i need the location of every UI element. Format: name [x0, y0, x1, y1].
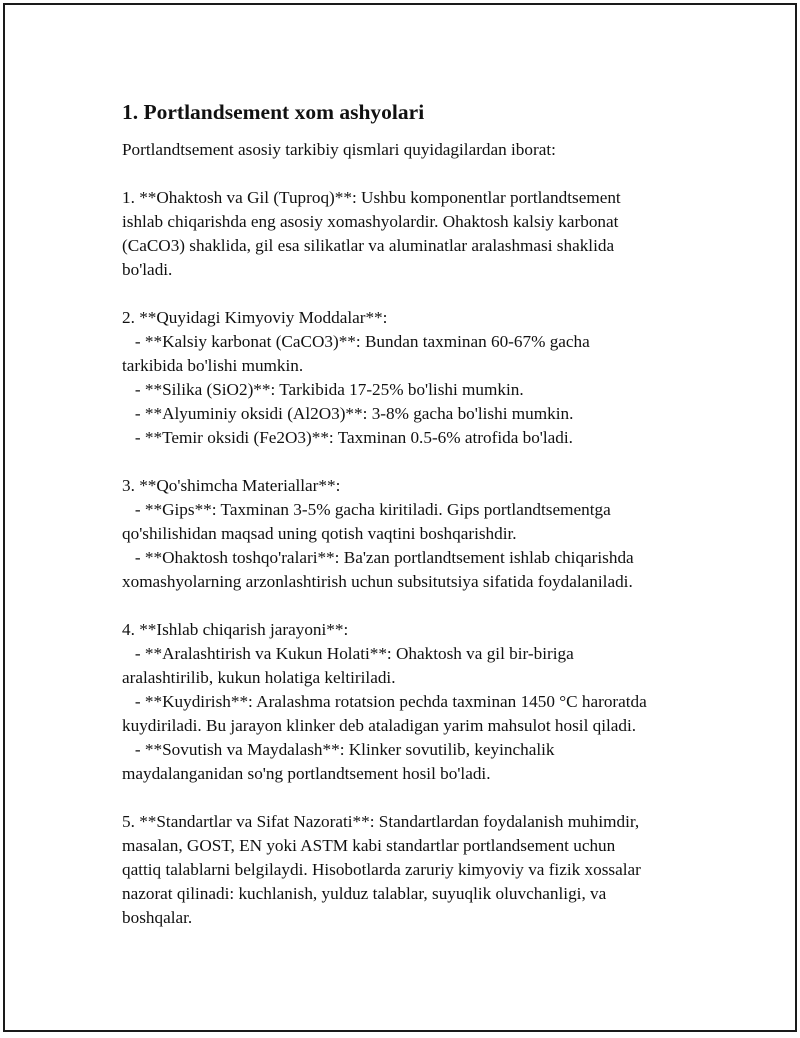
section-line: - **Aralashtirish va Kukun Holati**: Ohaktosh va gil bir-biriga — [122, 644, 574, 663]
section-line: - **Temir oksidi (Fe2O3)**: Taxminan 0.5-6% atrofida bo'ladi. — [122, 428, 573, 447]
section-line: - **Alyuminiy oksidi (Al2O3)**: 3-8% gacha bo'lishi mumkin. — [122, 404, 574, 423]
section-line: kuydiriladi. Bu jarayon klinker deb ataladigan yarim mahsulot hosil qiladi. — [122, 716, 637, 735]
section-line: - **Sovutish va Maydalash**: Klinker sovutilib, keyinchalik — [122, 740, 555, 759]
document-body — [122, 98, 682, 930]
section-line: 2. **Quyidagi Kimyoviy Moddalar**: — [122, 308, 388, 327]
section-4 — [122, 618, 682, 786]
section-spacer — [122, 162, 682, 186]
section-2 — [122, 306, 682, 450]
section-line: qo'shilishidan maqsad uning qotish vaqtini boshqarishdir. — [122, 524, 517, 543]
intro-paragraph: Portlandtsement asosiy tarkibiy qismlari quyidagilardan iborat: — [122, 140, 556, 159]
section-line: - **Silika (SiO2)**: Tarkibida 17-25% bo'lishi mumkin. — [122, 380, 524, 399]
section-line: nazorat qilinadi: kuchlanish, yulduz talablar, suyuqlik oluvchanligi, va — [122, 884, 607, 903]
section-line: boshqalar. — [122, 908, 193, 927]
section-5 — [122, 810, 682, 930]
section-line: masalan, GOST, EN yoki ASTM kabi standartlar portlandsement uchun — [122, 836, 616, 855]
section-line: - **Kalsiy karbonat (CaCO3)**: Bundan taxminan 60-67% gacha — [122, 332, 590, 351]
section-line: - **Ohaktosh toshqo'ralari**: Ba'zan portlandtsement ishlab chiqarishda — [122, 548, 634, 567]
section-line: tarkibida bo'lishi mumkin. — [122, 356, 304, 375]
section-spacer — [122, 786, 682, 810]
section-line: qattiq talablarni belgilaydi. Hisobotlarda zaruriy kimyoviy va fizik xossalar — [122, 860, 641, 879]
section-spacer — [122, 594, 682, 618]
section-line: 3. **Qo'shimcha Materiallar**: — [122, 476, 341, 495]
section-3 — [122, 474, 682, 594]
section-line: 1. **Ohaktosh va Gil (Tuproq)**: Ushbu komponentlar portlandtsement — [122, 188, 621, 207]
section-line: - **Gips**: Taxminan 3-5% gacha kiritiladi. Gips portlandtsementga — [122, 500, 611, 519]
section-line: maydalanganidan so'ng portlandtsement hosil bo'ladi. — [122, 764, 491, 783]
section-line: - **Kuydirish**: Aralashma rotatsion pechda taxminan 1450 °C haroratda — [122, 692, 647, 711]
document-title: 1. Portlandsement xom ashyolari — [122, 100, 425, 124]
section-line: (CaCO3) shaklida, gil esa silikatlar va aluminatlar aralashmasi shaklida — [122, 236, 615, 255]
section-1 — [122, 186, 682, 282]
section-line: bo'ladi. — [122, 260, 173, 279]
section-line: xomashyolarning arzonlashtirish uchun subsitutsiya sifatida foydalaniladi. — [122, 572, 633, 591]
section-spacer — [122, 450, 682, 474]
section-line: ishlab chiqarishda eng asosiy xomashyolardir. Ohaktosh kalsiy karbonat — [122, 212, 619, 231]
section-line: 4. **Ishlab chiqarish jarayoni**: — [122, 620, 349, 639]
section-line: aralashtirilib, kukun holatiga keltiriladi. — [122, 668, 396, 687]
section-line: 5. **Standartlar va Sifat Nazorati**: Standartlardan foydalanish muhimdir, — [122, 812, 640, 831]
section-spacer — [122, 282, 682, 306]
document-page — [3, 3, 797, 1032]
sections-container — [122, 162, 682, 930]
